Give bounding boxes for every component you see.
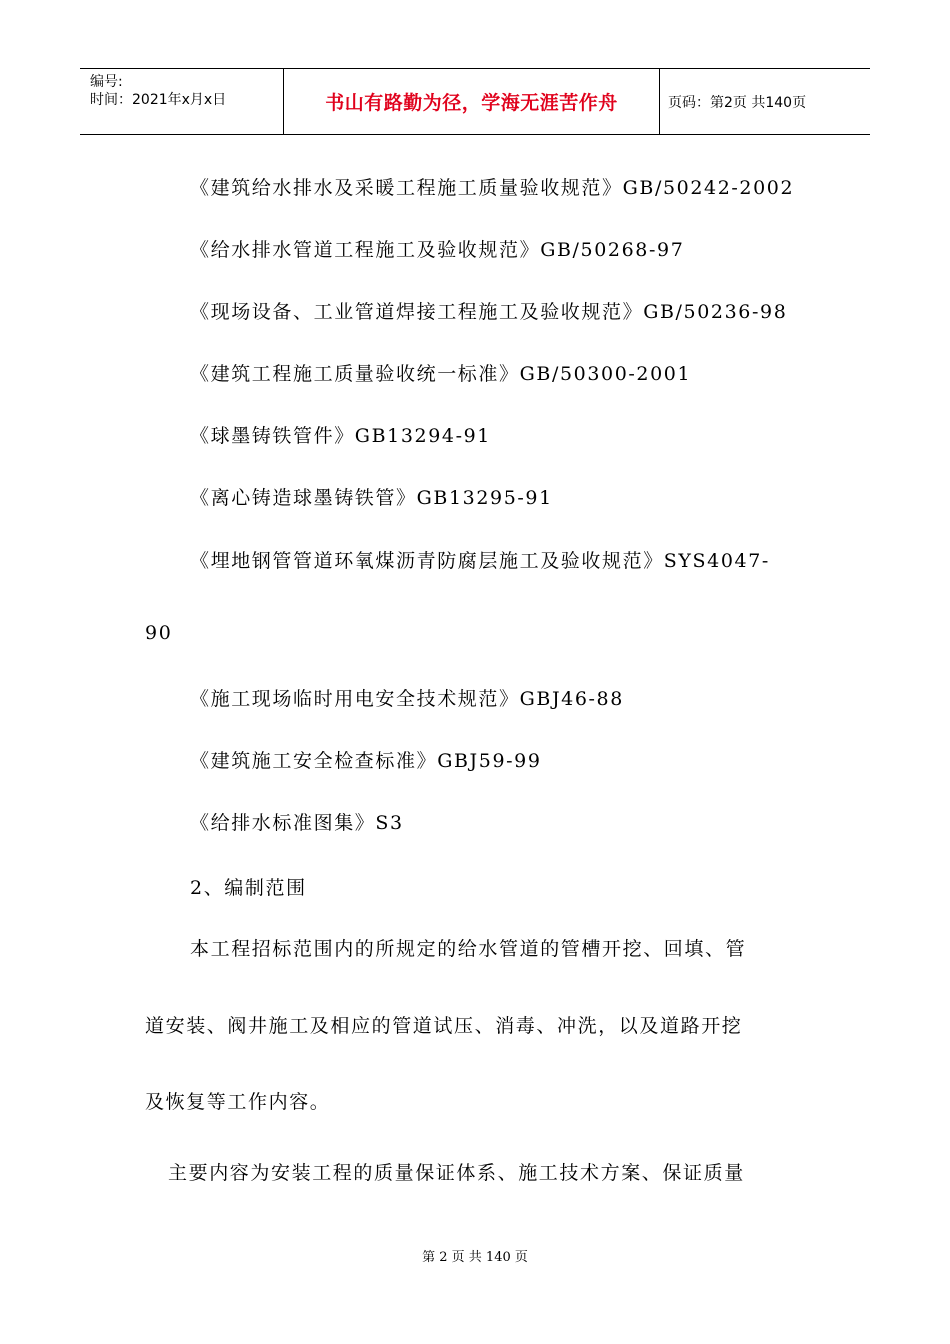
paragraph-line: 主要内容为安装工程的质量保证体系、施工技术方案、保证质量	[168, 1162, 745, 1184]
standard-item: 《现场设备、工业管道焊接工程施工及验收规范》GB/50236-98	[190, 301, 788, 323]
standard-item: 《施工现场临时用电安全技术规范》GBJ46-88	[190, 688, 624, 710]
paragraph-line: 道安装、阀井施工及相应的管道试压、消毒、冲洗，以及道路开挖	[145, 1015, 743, 1037]
standard-item: 《建筑工程施工质量验收统一标准》GB/50300-2001	[190, 363, 692, 385]
standard-item: 《离心铸造球墨铸铁管》GB13295-91	[190, 487, 553, 509]
standard-item: 《建筑施工安全检查标准》GBJ59-99	[190, 750, 542, 772]
standard-item-continuation: 90	[145, 622, 173, 644]
header-motto	[283, 69, 660, 134]
standard-item: 《给排水标准图集》S3	[190, 812, 404, 834]
paragraph-line: 及恢复等工作内容。	[145, 1091, 331, 1113]
standard-item: 《建筑给水排水及采暖工程施工质量验收规范》GB/50242-2002	[190, 177, 795, 199]
standard-item: 《给水排水管道工程施工及验收规范》GB/50268-97	[190, 239, 685, 261]
page-info-text: 页码：第2页 共140页	[668, 94, 807, 111]
header-page-info	[660, 69, 870, 134]
page-header	[80, 68, 870, 135]
document-date: 时间：2021年x月x日	[90, 92, 227, 108]
header-meta	[80, 69, 283, 134]
motto-text: 书山有路勤为径，学海无涯苦作舟	[325, 92, 618, 114]
section-heading: 2、编制范围	[190, 877, 307, 899]
standard-item: 《埋地钢管管道环氧煤沥青防腐层施工及验收规范》SYS4047-	[190, 550, 770, 572]
standard-item: 《球墨铸铁管件》GB13294-91	[190, 425, 491, 447]
page-footer: 第 2 页 共 140 页	[422, 1250, 528, 1265]
paragraph-line: 本工程招标范围内的所规定的给水管道的管槽开挖、回填、管	[190, 938, 747, 960]
document-code-label: 编号:	[90, 74, 123, 90]
